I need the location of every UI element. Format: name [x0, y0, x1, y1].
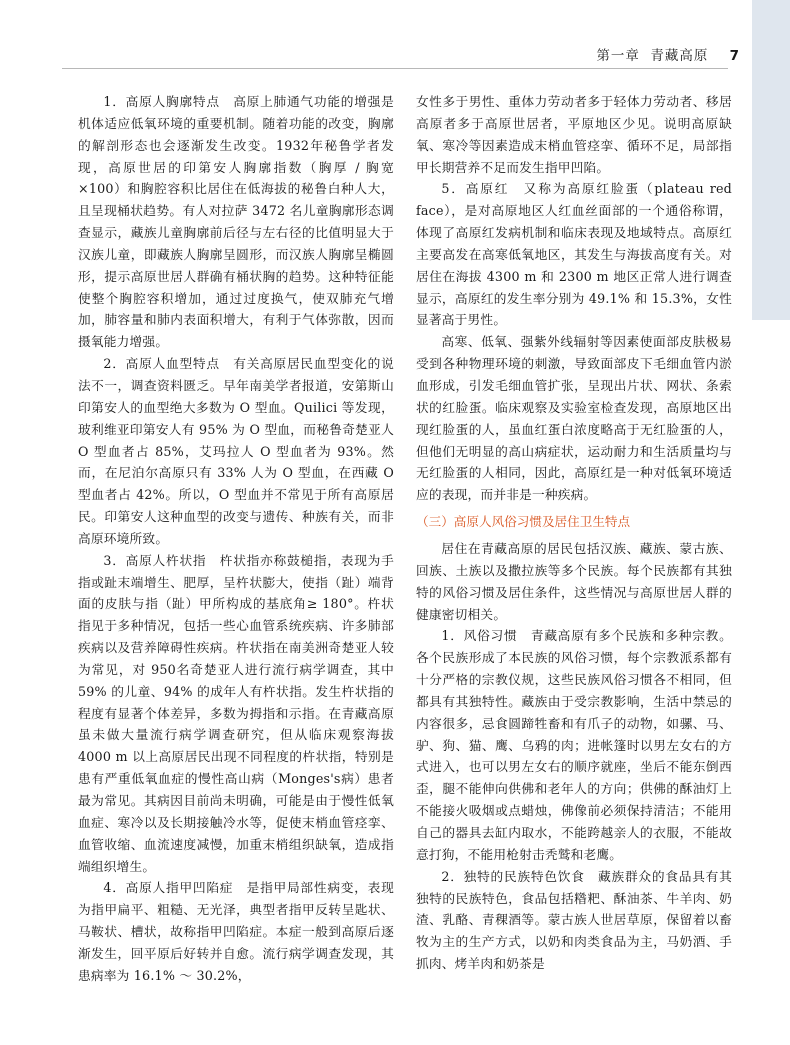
header-chapter: 第一章 — [596, 48, 640, 64]
section-heading: （三）高原人风俗习惯及居住卫生特点 — [416, 514, 631, 530]
right-column — [416, 91, 732, 975]
paragraph-diet: 2．独特的民族特色饮食 藏族群众的食品具有其独特的民族特色，食品包括糌粑、酥油茶、牛羊肉、奶渣、乳酪、青稞酒等。蒙古族人世居草原，保留着以畜牧为主的生产方式，以奶和肉类食品为主，马奶酒、手抓肉、烤羊肉和奶茶是 — [416, 868, 732, 972]
paragraph-clubbed-finger: 3．高原人杵状指 杵状指亦称鼓槌指，表现为手指或趾末端增生、肥厚，呈杵状膨大，使指（趾）端背面的皮肤与指（趾）甲所构成的基底角≥ 180°。杵状指见于多种情况，包括一些心血管系统疾病、许多肺部疾病以及营养障碍性疾病。杵状指在南美洲奇楚亚人较为常见，对 950名奇楚亚人进行流行病学调查，其中 59% 的儿童、94% 的成年人有杵状指。发生杵状指的程度有显著个体差异，多数为拇指和示指。在青藏高原虽未做大量流行病学调查研究，但从临床观察海拔4000 m 以上高原居民出现不同程度的杵状指，特别是患有严重低氧血症的慢性高山病（Monges's病）患者最为常见。其病因目前尚未明确，可能是由于慢性低氧血症、寒冷以及长期接触冷水等，促使末梢血管痉挛、血管收缩、血流速度减慢，加重末梢组织缺氧，造成指端组织增生。 — [78, 552, 394, 874]
paragraph-nail-continued: 女性多于男性、重体力劳动者多于轻体力劳动者、移居高原者多于高原世居者，平原地区少见。说明高原缺氧、寒冷等因素造成末梢血管痉挛、循环不足，局部指甲长期营养不足而发生指甲凹陷。 — [416, 94, 732, 175]
header-text — [596, 44, 740, 64]
left-column — [78, 91, 394, 987]
header-chapter-title: 青藏高原 — [650, 48, 709, 64]
chapter-side-tab — [752, 0, 790, 320]
paragraph-chest-shape: 1．高原人胸廓特点 高原上肺通气功能的增强是机体适应低氧环境的重要机制。随着功能的改变，胸廓的解剖形态也会逐渐发生改变。1932年秘鲁学者发现，高原世居的印第安人胸廓指数（胸厚 / 胸宽 ×100）和胸腔容积比居住在低海拔的秘鲁白种人大，且呈现桶状趋势。有人对拉萨 3472 名儿童胸廓形态调查显示，藏族儿童胸廓前后径与左右径的比值明显大于汉族儿童，即藏族人胸廓呈圆形，而汉族人胸廓呈椭圆形，提示高原世居人群确有桶状胸的趋势。这种特征能使整个胸腔容积增加，通过过度换气，使双肺充气增加，肺容量和肺内表面积增大，有利于气体弥散，因而摄氧能力增强。 — [78, 94, 394, 350]
paragraph-nail-depression: 4．高原人指甲凹陷症 是指甲局部性病变，表现为指甲扁平、粗糙、无光泽，典型者指甲反转呈匙状、马鞍状、槽状，故称指甲凹陷症。本症一般到高原后逐渐发生，回平原后好转并自愈。流行病学调查发现，其患病率为 16.1% ～ 30.2%， — [78, 880, 394, 983]
paragraph-plateau-red-cause: 高寒、低氧、强紫外线辐射等因素使面部皮肤极易受到各种物理环境的刺激，导致面部皮下毛细血管内淤血形成，引发毛细血管扩张，呈现出片状、网状、条索状的红脸蛋。临床观察及实验室检查发现，高原地区出现红脸蛋的人，虽血红蛋白浓度略高于无红脸蛋的人，但他们无明显的高山病症状，运动耐力和生活质量均与无红脸蛋的人相同，因此，高原红是一种对低氧环境适应的表现，而并非是一种疾病。 — [416, 334, 732, 503]
paragraph-customs: 1．风俗习惯 青藏高原有多个民族和多种宗教。各个民族形成了本民族的风俗习惯，每个宗教派系都有十分严格的宗教仪规，这些民族风俗习惯各不相同，但都具有其独特性。藏族由于受宗教影响，生活中禁忌的内容很多，忌食圆蹄牲畜和有爪子的动物，如骡、马、驴、狗、猫、鹰、乌鸦的肉；进帐篷时以男左女右的方式进入，也可以男左女右的顺序就座，坐后不能东倒西歪，腿不能伸向供佛和老年人的方向；供佛的酥油灯上不能接火吸烟或点蜡烛，佛像前必须保持清洁；不能用自己的器具去缸内取水，不能跨越亲人的衣服，不能故意打狗，不能用枪射击秃鹫和老鹰。 — [416, 628, 732, 862]
running-header — [0, 42, 740, 68]
paragraph-ethnic-groups: 居住在青藏高原的居民包括汉族、藏族、蒙古族、回族、土族以及撒拉族等多个民族。每个民族都有其独特的风俗习惯及居住条件，这些情况与高原世居人群的健康密切相关。 — [416, 541, 732, 622]
paragraph-blood-type: 2．高原人血型特点 有关高原居民血型变化的说法不一，调查资料匮乏。早年南美学者报道，安第斯山印第安人的血型绝大多数为 O 型血。Quilici 等发现，玻利维亚印第安人有 95% 为 O 型血，而秘鲁奇楚亚人 O 型血者占 85%，艾玛拉人 O 型血者为 93%。然而，在尼泊尔高原只有 33% 人为 O 型血，在西藏 O 型血者占 42%。所以，O 型血并不常见于所有高原居民。印第安人这种血型的改变与遗传、种族有关，而非高原环境所致。 — [78, 356, 394, 546]
page-number: 7 — [729, 48, 740, 64]
paragraph-plateau-red: 5．高原红 又称为高原红脸蛋（plateau red face），是对高原地区人红血丝面部的一个通俗称谓，体现了高原红发病机制和临床表现及地域特点。高原红主要高发在高寒低氧地区，其发生与海拔高度有关。对居住在海拔 4300 m 和 2300 m 地区正常人进行调查显示，高原红的发生率分别为 49.1% 和 15.3%，女性显著高于男性。 — [416, 181, 732, 328]
header-rule — [62, 68, 728, 69]
